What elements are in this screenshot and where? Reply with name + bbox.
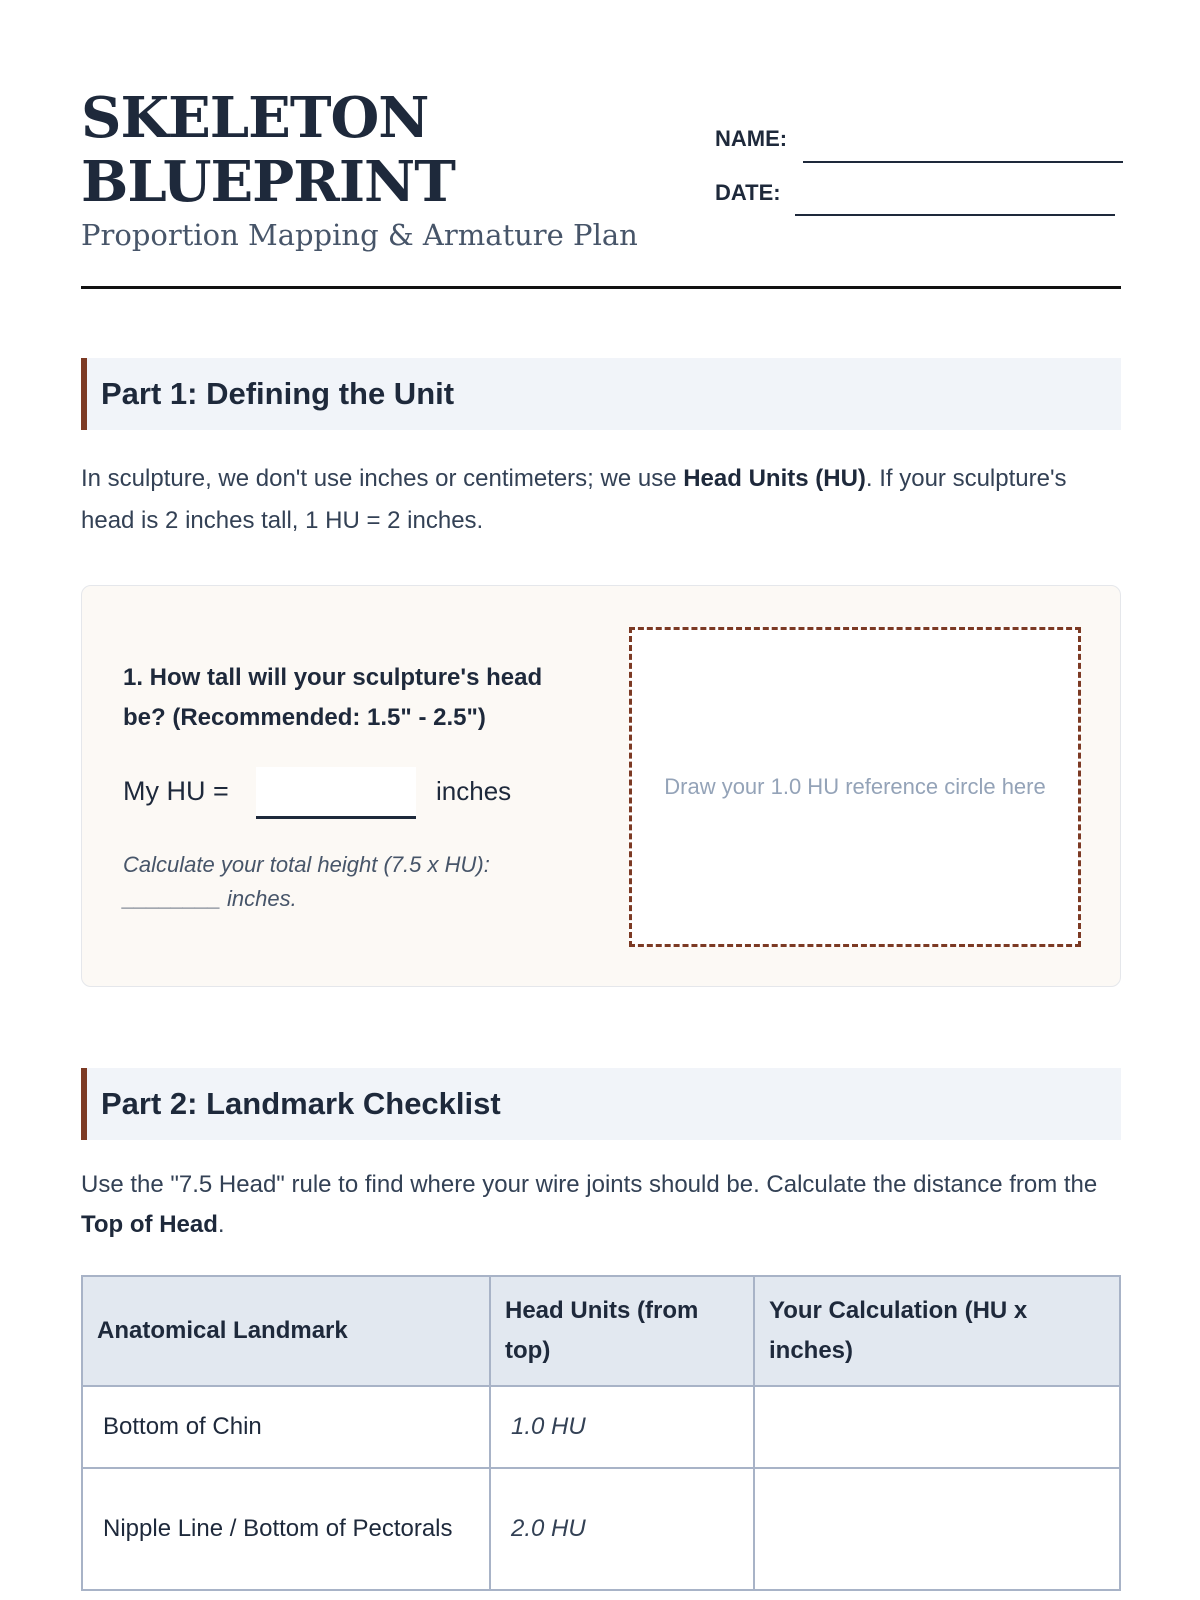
date-field-row	[715, 180, 781, 206]
calculation-cell[interactable]	[754, 1386, 1120, 1468]
part1-intro-prefix: In sculpture, we don't use inches or centimeters; we use	[81, 465, 684, 492]
name-field[interactable]	[803, 161, 1123, 163]
reference-circle-drawing-area[interactable]	[629, 627, 1081, 947]
head-units-cell: 2.0 HU	[490, 1468, 754, 1590]
date-label: DATE:	[715, 180, 781, 205]
name-label: NAME:	[715, 126, 788, 151]
landmark-cell: Nipple Line / Bottom of Pectorals	[82, 1468, 490, 1590]
draw-prompt: Draw your 1.0 HU reference circle here	[664, 774, 1046, 799]
part2-intro-bold: Top of Head	[81, 1211, 218, 1238]
page-title-line-2: BLUEPRINT	[81, 149, 455, 215]
part2-intro-prefix: Use the "7.5 Head" rule to find where your wire joints should be. Calculate the distance from the	[81, 1171, 1098, 1198]
part1-intro-bold: Head Units (HU)	[683, 465, 866, 492]
part1-intro-suffix: . If your sculpture's head is 2 inches tall, 1 HU = 2 inches.	[81, 465, 1067, 534]
hu-question: 1. How tall will your sculpture's head be? (Recommended: 1.5" - 2.5")	[123, 664, 543, 731]
header-divider	[81, 286, 1121, 289]
column-header-landmark: Anatomical Landmark	[82, 1276, 490, 1386]
page-title	[81, 86, 455, 214]
part2-intro-suffix: .	[217, 1211, 225, 1238]
table-row	[82, 1386, 1120, 1468]
hu-input[interactable]	[256, 767, 416, 819]
total-height-hint: Calculate your total height (7.5 x HU): ________ inches.	[123, 852, 490, 911]
part1-intro	[81, 458, 1121, 542]
landmark-cell: Bottom of Chin	[82, 1386, 490, 1468]
part2-heading: Part 2: Landmark Checklist	[81, 1068, 1121, 1140]
part2-intro	[81, 1165, 1121, 1245]
column-header-head-units: Head Units (from top)	[490, 1276, 754, 1386]
page-title-line-1: SKELETON	[81, 85, 429, 151]
landmark-table	[81, 1275, 1121, 1591]
table-header-row	[82, 1276, 1120, 1386]
hu-unit: inches	[436, 776, 512, 806]
column-header-calculation: Your Calculation (HU x inches)	[754, 1276, 1120, 1386]
hu-activity-box	[81, 585, 1121, 987]
name-field-row	[715, 126, 787, 152]
calculation-cell[interactable]	[754, 1468, 1120, 1590]
page-subtitle: Proportion Mapping & Armature Plan	[81, 218, 638, 252]
table-row	[82, 1468, 1120, 1590]
part1-heading: Part 1: Defining the Unit	[81, 358, 1121, 430]
head-units-cell: 1.0 HU	[490, 1386, 754, 1468]
date-field[interactable]	[795, 214, 1115, 216]
hu-label: My HU =	[123, 776, 229, 806]
